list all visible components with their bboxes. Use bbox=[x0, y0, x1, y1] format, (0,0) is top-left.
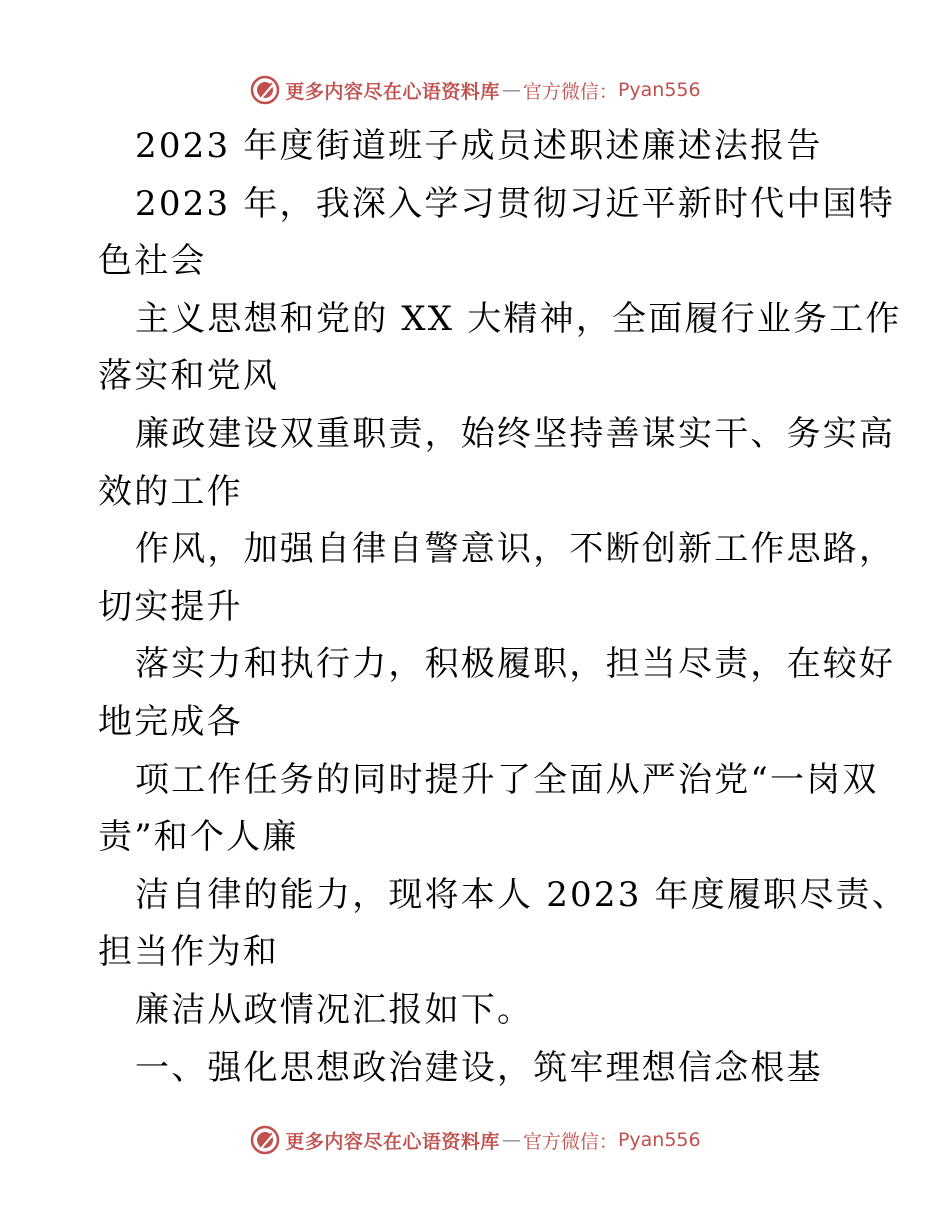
paragraph-line: 责”和个人廉 bbox=[98, 817, 299, 858]
watermark-title: 更多内容尽在心语资料库 bbox=[285, 80, 500, 103]
footer-watermark bbox=[0, 1120, 950, 1160]
paragraph-line: 廉政建设双重职责，始终坚持善谋实干、务实高 bbox=[135, 413, 896, 454]
paragraph-line: 项工作任务的同时提升了全面从严治党“一岗双 bbox=[135, 759, 879, 800]
paragraph-line: 洁自律的能力，现将本人 2023 年度履职尽责、 bbox=[135, 874, 908, 915]
watermark-wechat-id: Pyan556 bbox=[617, 1129, 701, 1151]
watermark-title: 更多内容尽在心语资料库 bbox=[285, 1130, 500, 1153]
watermark-wechat-label: 官方微信： bbox=[522, 80, 618, 103]
watermark-separator: — bbox=[501, 79, 521, 101]
paragraph-line: 色社会 bbox=[98, 241, 207, 282]
paragraph-line: 切实提升 bbox=[98, 586, 243, 627]
quill-seal-icon bbox=[249, 1124, 281, 1156]
paragraph-line: 落实和党风 bbox=[98, 356, 279, 397]
watermark-wechat-label: 官方微信： bbox=[522, 1130, 618, 1153]
header-watermark bbox=[0, 70, 950, 110]
quill-seal-icon bbox=[249, 74, 281, 106]
paragraph-line: 落实力和执行力，积极履职，担当尽责，在较好 bbox=[135, 644, 896, 685]
paragraph-line: 主义思想和党的 XX 大精神，全面履行业务工作 bbox=[135, 298, 902, 339]
paragraph-line: 担当作为和 bbox=[98, 932, 279, 973]
section-heading: 一、强化思想政治建设，筑牢理想信念根基 bbox=[135, 1047, 823, 1088]
watermark-separator: — bbox=[501, 1129, 521, 1151]
paragraph-line: 效的工作 bbox=[98, 471, 243, 512]
paragraph-line: 2023 年，我深入学习贯彻习近平新时代中国特 bbox=[135, 183, 895, 224]
document-title: 2023 年度街道班子成员述职述廉述法报告 bbox=[135, 126, 823, 166]
paragraph-line: 地完成各 bbox=[98, 701, 243, 742]
paragraph-line: 廉洁从政情况汇报如下。 bbox=[135, 989, 534, 1030]
paragraph-line: 作风，加强自律自警意识，不断创新工作思路， bbox=[135, 529, 896, 570]
document-body bbox=[98, 118, 908, 1097]
watermark-wechat-id: Pyan556 bbox=[617, 79, 701, 101]
